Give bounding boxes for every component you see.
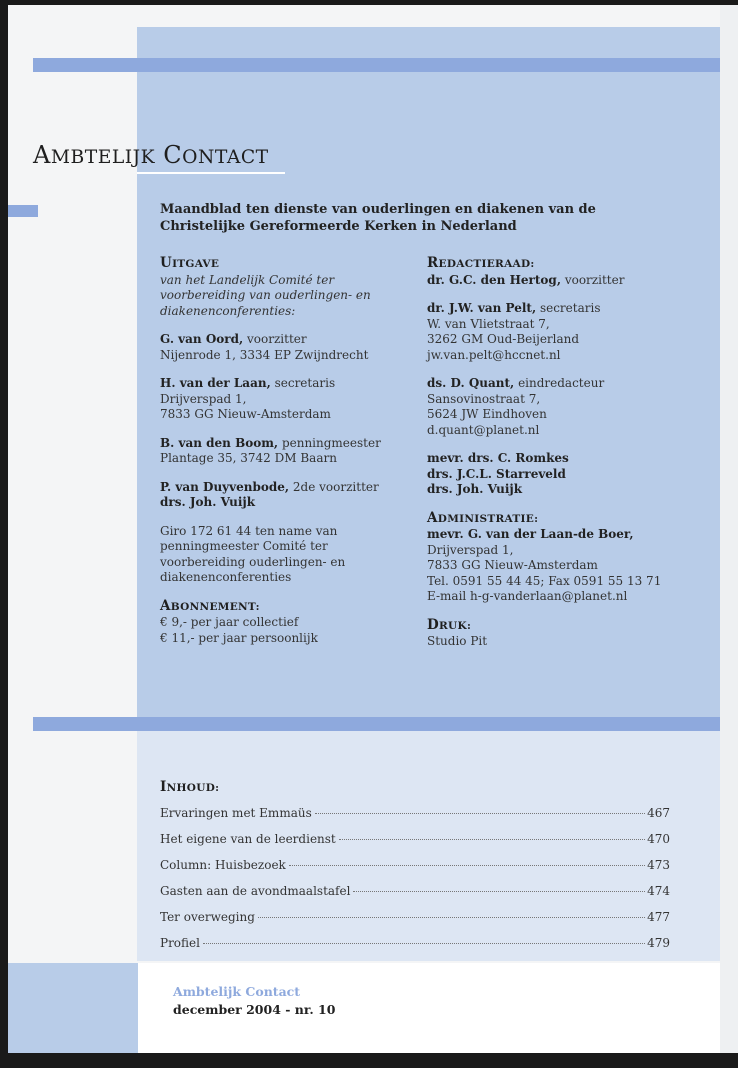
- toc-leader-dots: [339, 839, 645, 840]
- person-role: eindredacteur: [518, 376, 605, 390]
- toc-item: [160, 806, 670, 832]
- member-name: mevr. drs. C. Romkes: [427, 451, 569, 465]
- person-role: voorzitter: [564, 272, 625, 287]
- toc-item-title: Ervaringen met Emmaüs: [160, 806, 312, 820]
- person-name: P. van Duyvenbode,: [160, 479, 290, 494]
- publisher-person: [160, 436, 420, 467]
- administratie-heading: ADMINISTRATIE:: [427, 509, 539, 526]
- publisher-person: [160, 332, 420, 363]
- toc-item-page: 474: [647, 884, 670, 898]
- editor-members: [427, 451, 707, 498]
- giro-text: Giro 172 61 44 ten name van penningmeester Comité ter voorbereiding ouderlingen- en diakenenconferenties: [160, 523, 346, 584]
- page-right-edge: [720, 5, 738, 1053]
- member-name: drs. Joh. Vuijk: [427, 482, 523, 496]
- table-of-contents: [160, 779, 670, 962]
- person-name: dr. J.W. van Pelt,: [427, 301, 537, 315]
- scan-border-left: [0, 0, 8, 1068]
- editor-chair: [427, 273, 707, 289]
- person-name: mevr. G. van der Laan-de Boer,: [427, 527, 634, 541]
- footer-magazine-name: Ambtelijk Contact: [173, 984, 301, 999]
- toc-leader-dots: [353, 891, 645, 892]
- person-address: 7833 GG Nieuw-Amsterdam: [160, 407, 331, 421]
- publisher-column: [160, 256, 420, 646]
- scan-border-bottom: [0, 1053, 738, 1068]
- toc-leader-dots: [315, 813, 645, 814]
- toc-item-page: 473: [647, 858, 670, 872]
- toc-item-page: 477: [647, 910, 670, 924]
- person-address: Plantage 35, 3742 DM Baarn: [160, 451, 337, 465]
- toc-item-title: Het eigene van de leerdienst: [160, 832, 336, 846]
- person-name: B. van den Boom,: [160, 435, 279, 450]
- person-role: voorzitter: [247, 332, 307, 346]
- footer-issue: december 2004 - nr. 10: [173, 1002, 336, 1017]
- toc-leader-dots: [203, 943, 645, 944]
- person-address: Drijverspad 1,: [160, 391, 247, 406]
- person-address: 3262 GM Oud-Beijerland: [427, 332, 580, 346]
- druk-heading: DRUK:: [427, 616, 472, 633]
- redactieraad-heading: REDACTIERAAD:: [427, 255, 535, 271]
- toc-item-title: Column: Huisbezoek: [160, 858, 286, 872]
- member-name: drs. J.C.L. Starreveld: [427, 466, 566, 481]
- toc-item-title: Gasten aan de avondmaalstafel: [160, 884, 351, 898]
- person-address: 5624 JW Eindhoven: [427, 407, 547, 421]
- toc-item: [160, 910, 670, 936]
- toc-item-page: 470: [647, 832, 670, 846]
- toc-item: [160, 858, 670, 884]
- abonnement-heading: ABONNEMENT:: [160, 597, 260, 614]
- toc-item-title: Profiel: [160, 936, 200, 950]
- uitgave-intro: van het Landelijk Comité ter voorbereiding van ouderlingen- en diakenenconferenties:: [160, 272, 371, 318]
- editor-in-chief: [427, 376, 707, 438]
- person-role: penningmeester: [281, 435, 381, 450]
- subtitle: Maandblad ten dienste van ouderlingen en diakenen van de Christelijke Gereformeerde Kerken in Nederland: [160, 202, 596, 234]
- top-stripe: [33, 58, 723, 72]
- person-role: secretaris: [274, 376, 336, 390]
- person-address: Nijenrode 1, 3334 EP Zwijndrecht: [160, 347, 369, 362]
- person-address: Sansovinostraat 7,: [427, 391, 541, 406]
- admin-line: E-mail h-g-vanderlaan@planet.nl: [427, 589, 628, 603]
- toc-heading: INHOUD:: [160, 779, 220, 795]
- toc-leader-dots: [289, 865, 645, 866]
- person-name: H. van der Laan,: [160, 376, 271, 390]
- printer-name: Studio Pit: [427, 634, 488, 648]
- toc-list: [160, 806, 670, 962]
- person-role: 2de voorzitter: [292, 479, 379, 494]
- person-name: G. van Oord,: [160, 332, 244, 346]
- left-accent-tab: [8, 205, 38, 217]
- magazine-title: AMBTELIJK CONTACT: [33, 141, 269, 169]
- footer-accent-band: [8, 963, 138, 1053]
- publisher-person: [160, 480, 420, 511]
- admin-line: Tel. 0591 55 44 45; Fax 0591 55 13 71: [427, 573, 662, 588]
- admin-line: Drijverspad 1,: [427, 542, 514, 557]
- editor-secretary: [427, 301, 707, 363]
- person-address: W. van Vlietstraat 7,: [427, 316, 550, 331]
- scan-border-top: [0, 0, 738, 5]
- uitgave-heading: UITGAVE: [160, 255, 220, 271]
- toc-item: [160, 884, 670, 910]
- subscription-line: € 9,- per jaar collectief: [160, 615, 299, 629]
- title-underline: [137, 172, 285, 174]
- middle-stripe: [33, 717, 723, 731]
- toc-leader-dots: [258, 917, 645, 918]
- admin-line: 7833 GG Nieuw-Amsterdam: [427, 558, 598, 572]
- person-name: ds. D. Quant,: [427, 376, 515, 390]
- toc-item-page: 479: [647, 936, 670, 950]
- person-name: dr. G.C. den Hertog,: [427, 272, 561, 287]
- editorial-column: [427, 256, 707, 650]
- person-role: secretaris: [539, 301, 601, 315]
- toc-item: [160, 936, 670, 962]
- person-email: jw.van.pelt@hccnet.nl: [427, 347, 561, 362]
- person-email: d.quant@planet.nl: [427, 422, 540, 437]
- toc-item-title: Ter overweging: [160, 910, 255, 924]
- toc-item-page: 467: [647, 806, 670, 820]
- subscription-line: € 11,- per jaar persoonlijk: [160, 630, 318, 645]
- person-name: drs. Joh. Vuijk: [160, 495, 256, 509]
- toc-item: [160, 832, 670, 858]
- publisher-person: [160, 376, 420, 423]
